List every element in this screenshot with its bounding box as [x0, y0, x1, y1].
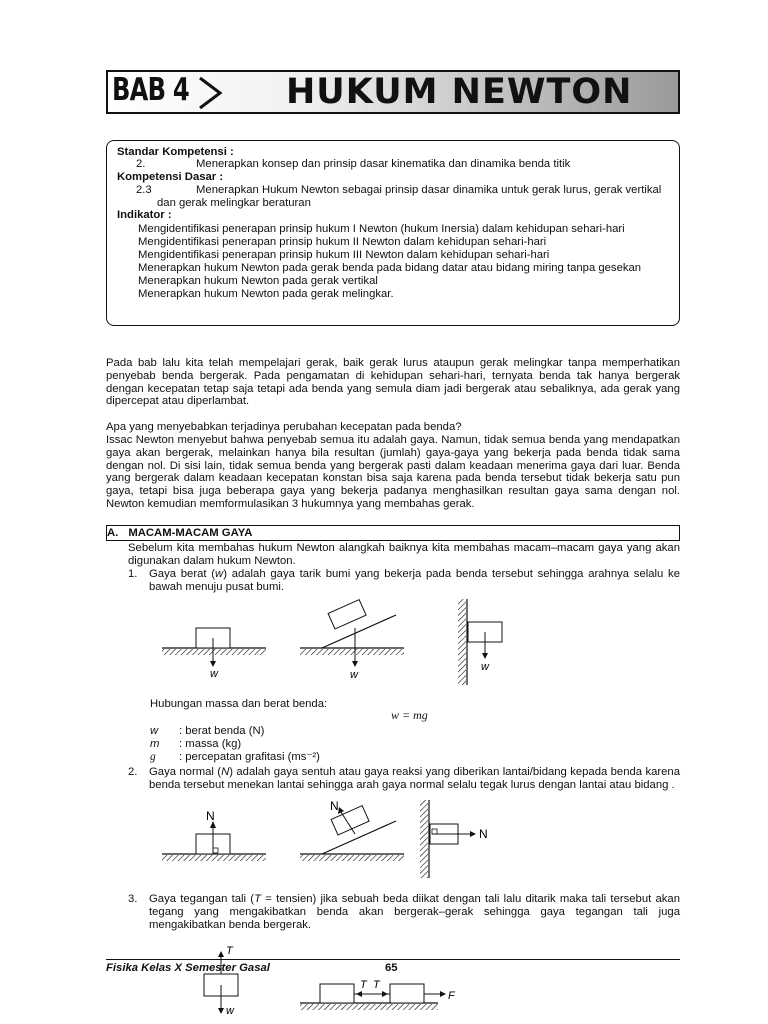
- legend-desc: : massa (kg): [179, 738, 242, 750]
- intro-paragraph-2: Issac Newton menyebut bahwa penyebab semua itu adalah gaya. Namun, tidak semua benda yang mendapatkan gaya akan bergerak, melainkan hanya bila resultan (jumlah) gaya-gaya yang bekerja pada benda tidak sama dengan nol. Di sisi lain, tidak semua benda yang bergerak pasti dalam keadaan menerima gaya dari luar. Benda yang bergerak dalam keadaan kecepatan konstan bisa saja karena pada benda tersebut tidak bekerja satu pun gaya, tetapi bisa juga beberapa gaya yang bekerja padanya menghasilkan resultan gaya sama dengan nol. Newton kemudian memformulasikan 3 hukumnya yang membahas gerak.: [106, 434, 680, 510]
- relation-text: Hubungan massa dan berat benda:: [150, 698, 328, 710]
- indicator-label: Indikator :: [117, 209, 172, 221]
- hanging-block-diagram: [204, 945, 238, 1017]
- svg-text:T: T: [226, 945, 233, 957]
- sk-number: 2.: [136, 158, 146, 170]
- legend-desc: : percepatan grafitasi (ms⁻²): [179, 751, 320, 763]
- section-title: MACAM-MACAM GAYA: [128, 527, 253, 539]
- pulled-blocks-diagram: [300, 979, 456, 1010]
- page-number: 65: [385, 962, 398, 974]
- indicator-item: Menerapkan hukum Newton pada gerak melingkar.: [138, 288, 394, 300]
- intro-paragraph-1: Pada bab lalu kita telah mempelajari gerak, baik gerak lurus ataupun gerak melingkar tanpa memperhatikan penyebab benda bergerak. Pada pengamatan di kehidupan sehari-hari, ternyata benda tak hanya bergerak dengan kecepatan tetap saja tetapi ada benda yang semula diam jadi bergerak atau sebaliknya, ada gerak yang dipercepat atau diperlambat.: [106, 357, 680, 408]
- svg-text:N: N: [479, 827, 488, 841]
- svg-text:T: T: [373, 979, 380, 991]
- indicator-item: Mengidentifikasi penerapan prinsip hukum III Newton dalam kehidupan sehari-hari: [138, 249, 550, 261]
- formula: w = mg: [391, 708, 428, 722]
- svg-text:T: T: [360, 979, 367, 991]
- flat-ground-diagram: [162, 628, 266, 680]
- incline-normal-diagram: [300, 799, 404, 861]
- flat-normal-diagram: [162, 809, 266, 861]
- indicator-item: Menerapkan hukum Newton pada gerak benda pada bidang datar atau bidang miring tanpa gesekan: [138, 262, 642, 274]
- wall-diagram: [458, 599, 502, 685]
- intro-question: Apa yang menyebabkan terjadinya perubahan kecepatan pada benda?: [106, 421, 462, 433]
- tension-diagrams: [190, 940, 470, 1024]
- kd-text-line2: dan gerak melingkar beraturan: [157, 197, 311, 209]
- chevron-arrow-icon: [196, 76, 226, 110]
- incline-diagram: [300, 600, 404, 681]
- svg-text:w: w: [481, 661, 489, 673]
- weight-diagrams: [150, 595, 530, 685]
- legend-desc: : berat benda (N): [179, 725, 265, 737]
- sk-text: Menerapkan konsep dan prinsip dasar kinematika dan dinamika benda titik: [196, 158, 571, 170]
- item-number: 1.: [128, 568, 138, 580]
- normal-force-diagrams: [150, 798, 530, 878]
- item-normal-text: Gaya normal (N) adalah gaya sentuh atau gaya reaksi yang diberikan lantai/bidang kepada benda karena benda tersebut menekan lantai sehingga arah gaya normal selalu tegak lurus dengan lantai atau bidang .: [149, 766, 680, 791]
- kd-text-line1: Menerapkan Hukum Newton sebagai prinsip dasar dinamika untuk gerak lurus, gerak vertikal: [196, 184, 662, 196]
- sk-label: Standar Kompetensi :: [117, 146, 234, 158]
- item-tension-text: Gaya tegangan tali (T = tensien) jika sebuah beda diikat dengan tali lalu ditarik maka tali tersebut akan tegang yang mengakibatkan benda akan bergerak–gerak sehingga gaya tegangan tali juga mengakibatkan benda bergerak.: [149, 893, 680, 931]
- w-label: w: [210, 668, 218, 680]
- page-title: HUKUM NEWTON: [286, 72, 633, 112]
- kd-number: 2.3: [136, 184, 152, 196]
- legend-symbol: m: [150, 738, 160, 750]
- indicator-item: Menerapkan hukum Newton pada gerak vertikal: [138, 275, 378, 287]
- item-number: 2.: [128, 766, 138, 778]
- indicator-item: Mengidentifikasi penerapan prinsip hukum I Newton (hukum Inersia) dalam kehidupan sehari-hari: [138, 223, 625, 235]
- section-header: [106, 525, 680, 541]
- wall-normal-diagram: [420, 800, 488, 878]
- svg-text:N: N: [206, 809, 215, 823]
- legend-symbol: w: [150, 725, 159, 737]
- chapter-number: BAB 4: [112, 72, 189, 108]
- item-number: 3.: [128, 893, 138, 905]
- svg-text:w: w: [350, 669, 358, 681]
- kd-label: Kompetensi Dasar :: [117, 171, 224, 183]
- section-label: A.: [107, 527, 119, 539]
- footer-title: Fisika Kelas X Semester Gasal: [106, 962, 270, 974]
- indicator-item: Mengidentifikasi penerapan prinsip hukum II Newton dalam kehidupan sehari-hari: [138, 236, 547, 248]
- section-intro: Sebelum kita membahas hukum Newton alangkah baiknya kita membahas macam–macam gaya yang akan digunakan dalam hukum Newton.: [128, 542, 680, 567]
- footer-rule: [106, 959, 680, 960]
- svg-text:w: w: [226, 1005, 234, 1017]
- legend-symbol: g: [150, 751, 156, 763]
- svg-text:N: N: [330, 799, 339, 813]
- item-weight-text: Gaya berat (w) adalah gaya tarik bumi yang bekerja pada benda tersebut sehingga arahnya selalu ke bawah menuju pusat bumi.: [149, 568, 680, 593]
- svg-text:F: F: [448, 990, 455, 1002]
